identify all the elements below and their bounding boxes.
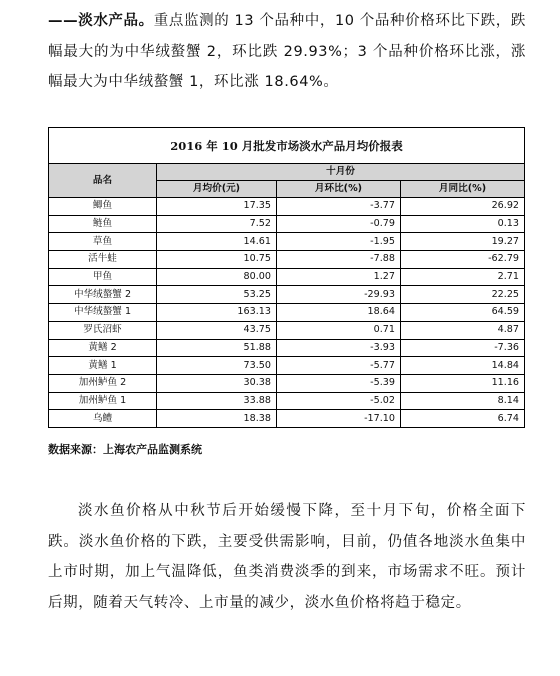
cell-mom: -5.02 bbox=[277, 392, 401, 410]
table-row bbox=[49, 268, 525, 286]
cell-mom: 18.64 bbox=[277, 304, 401, 322]
cell-yoy: 64.59 bbox=[401, 304, 525, 322]
cell-mom: -3.93 bbox=[277, 339, 401, 357]
col-header-item: 品名 bbox=[49, 164, 157, 198]
cell-mom: -17.10 bbox=[277, 410, 401, 428]
price-table bbox=[48, 127, 525, 428]
cell-item-name: 活牛蛙 bbox=[49, 251, 157, 269]
cell-price: 33.88 bbox=[157, 392, 277, 410]
table-row bbox=[49, 357, 525, 375]
cell-mom: -29.93 bbox=[277, 286, 401, 304]
table-row bbox=[49, 410, 525, 428]
cell-price: 10.75 bbox=[157, 251, 277, 269]
table-row bbox=[49, 321, 525, 339]
cell-price: 51.88 bbox=[157, 339, 277, 357]
price-table-container bbox=[48, 127, 524, 428]
cell-mom: -5.39 bbox=[277, 374, 401, 392]
cell-mom: -0.79 bbox=[277, 215, 401, 233]
col-header-yoy: 月同比(%) bbox=[401, 181, 525, 198]
cell-mom: -1.95 bbox=[277, 233, 401, 251]
cell-item-name: 鲫鱼 bbox=[49, 198, 157, 216]
cell-price: 17.35 bbox=[157, 198, 277, 216]
cell-item-name: 中华绒螯蟹 2 bbox=[49, 286, 157, 304]
table-row bbox=[49, 374, 525, 392]
cell-price: 80.00 bbox=[157, 268, 277, 286]
cell-item-name: 加州鲈鱼 2 bbox=[49, 374, 157, 392]
group-header-month: 十月份 bbox=[157, 164, 525, 181]
cell-mom: -3.77 bbox=[277, 198, 401, 216]
data-source-note: 数据来源：上海农产品监测系统 bbox=[48, 443, 202, 456]
cell-yoy: 14.84 bbox=[401, 357, 525, 375]
cell-mom: -5.77 bbox=[277, 357, 401, 375]
cell-item-name: 罗氏沼虾 bbox=[49, 321, 157, 339]
cell-item-name: 黄鳝 1 bbox=[49, 357, 157, 375]
intro-text: 重点监测的 13 个品种中，10 个品种价格环比下跌，跌幅最大的为中华绒螯蟹 2，环比跌 29.93%；3 个品种价格环比涨，涨幅最大为中华绒螯蟹 1，环比涨 18.64%。 bbox=[48, 13, 527, 90]
cell-price: 53.25 bbox=[157, 286, 277, 304]
intro-paragraph bbox=[48, 6, 526, 98]
table-title: 2016 年 10 月批发市场淡水产品月均价报表 bbox=[49, 128, 525, 164]
table-row bbox=[49, 392, 525, 410]
table-row bbox=[49, 286, 525, 304]
cell-mom: 1.27 bbox=[277, 268, 401, 286]
cell-mom: 0.71 bbox=[277, 321, 401, 339]
cell-item-name: 乌鳢 bbox=[49, 410, 157, 428]
table-row bbox=[49, 233, 525, 251]
cell-item-name: 加州鲈鱼 1 bbox=[49, 392, 157, 410]
cell-yoy: 8.14 bbox=[401, 392, 525, 410]
cell-mom: -7.88 bbox=[277, 251, 401, 269]
table-row bbox=[49, 198, 525, 216]
table-body bbox=[49, 198, 525, 428]
cell-yoy: 11.16 bbox=[401, 374, 525, 392]
cell-price: 14.61 bbox=[157, 233, 277, 251]
cell-item-name: 草鱼 bbox=[49, 233, 157, 251]
intro-lead: ——淡水产品。 bbox=[48, 13, 154, 29]
cell-yoy: -62.79 bbox=[401, 251, 525, 269]
cell-yoy: 6.74 bbox=[401, 410, 525, 428]
table-row bbox=[49, 215, 525, 233]
table-row bbox=[49, 251, 525, 269]
cell-item-name: 中华绒螯蟹 1 bbox=[49, 304, 157, 322]
cell-price: 18.38 bbox=[157, 410, 277, 428]
cell-item-name: 鲢鱼 bbox=[49, 215, 157, 233]
cell-item-name: 甲鱼 bbox=[49, 268, 157, 286]
table-row bbox=[49, 339, 525, 357]
cell-yoy: 26.92 bbox=[401, 198, 525, 216]
analysis-paragraph: 淡水鱼价格从中秋节后开始缓慢下降，至十月下旬，价格全面下跌。淡水鱼价格的下跌，主要受供需影响，目前，仍值各地淡水鱼集中上市时期，加上气温降低，鱼类消费淡季的到来，市场需求不旺。预计后期，随着天气转冷、上市量的减少，淡水鱼价格将趋于稳定。 bbox=[48, 503, 526, 611]
cell-item-name: 黄鳝 2 bbox=[49, 339, 157, 357]
cell-yoy: 19.27 bbox=[401, 233, 525, 251]
cell-yoy: 0.13 bbox=[401, 215, 525, 233]
cell-yoy: 2.71 bbox=[401, 268, 525, 286]
cell-price: 163.13 bbox=[157, 304, 277, 322]
table-row bbox=[49, 304, 525, 322]
cell-price: 30.38 bbox=[157, 374, 277, 392]
cell-yoy: -7.36 bbox=[401, 339, 525, 357]
col-header-price: 月均价(元) bbox=[157, 181, 277, 198]
cell-price: 7.52 bbox=[157, 215, 277, 233]
cell-price: 43.75 bbox=[157, 321, 277, 339]
cell-yoy: 4.87 bbox=[401, 321, 525, 339]
col-header-mom: 月环比(%) bbox=[277, 181, 401, 198]
cell-yoy: 22.25 bbox=[401, 286, 525, 304]
cell-price: 73.50 bbox=[157, 357, 277, 375]
